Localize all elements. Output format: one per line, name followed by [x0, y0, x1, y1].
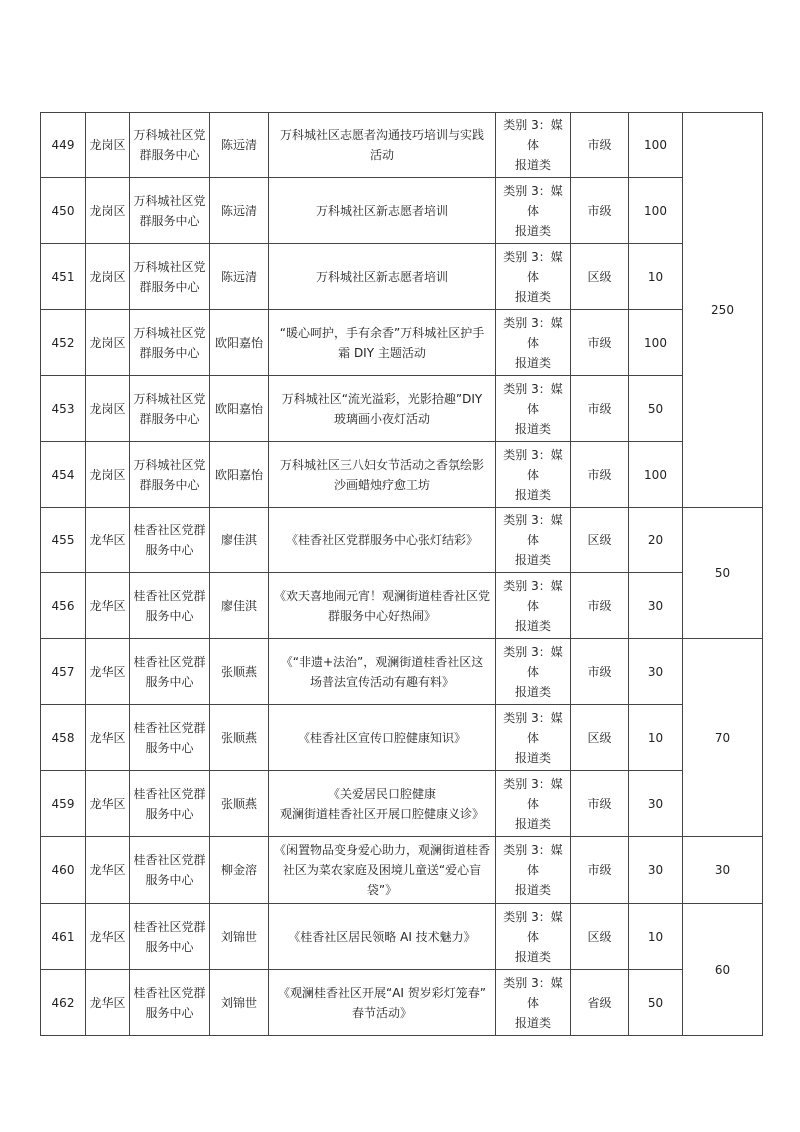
- score-cell: 30: [629, 771, 683, 837]
- person-cell: 欧阳嘉怡: [210, 310, 269, 376]
- row-number: 461: [41, 904, 86, 970]
- table-row: [41, 970, 763, 1036]
- topic-cell: 万科城社区志愿者沟通技巧培训与实践 活动: [269, 113, 496, 178]
- topic-cell: 《闲置物品变身爱心助力，观澜街道桂香 社区为菜农家庭及困境儿童送“爱心盲 袋”》: [269, 837, 496, 904]
- person-cell: 廖佳淇: [210, 573, 269, 639]
- score-cell: 100: [629, 442, 683, 508]
- level-cell: 省级: [571, 970, 629, 1036]
- person-cell: 刘锦世: [210, 970, 269, 1036]
- level-cell: 区级: [571, 705, 629, 771]
- table-row: [41, 113, 763, 178]
- row-number: 459: [41, 771, 86, 837]
- table-row: [41, 771, 763, 837]
- district-cell: 龙岗区: [86, 244, 130, 310]
- row-number: 455: [41, 508, 86, 573]
- district-cell: 龙岗区: [86, 178, 130, 244]
- row-number: 450: [41, 178, 86, 244]
- table-row: [41, 442, 763, 508]
- table-row: [41, 508, 763, 573]
- table-row: [41, 705, 763, 771]
- person-cell: 张顺燕: [210, 771, 269, 837]
- organization-cell: 万科城社区党 群服务中心: [130, 113, 210, 178]
- score-cell: 10: [629, 705, 683, 771]
- category-cell: 类别 3：媒体 报道类: [496, 639, 571, 705]
- level-cell: 市级: [571, 310, 629, 376]
- person-cell: 刘锦世: [210, 904, 269, 970]
- organization-cell: 万科城社区党 群服务中心: [130, 310, 210, 376]
- district-cell: 龙华区: [86, 837, 130, 904]
- score-cell: 30: [629, 639, 683, 705]
- awards-table: [40, 112, 763, 1036]
- person-cell: 陈远清: [210, 244, 269, 310]
- organization-cell: 万科城社区党 群服务中心: [130, 442, 210, 508]
- organization-cell: 桂香社区党群 服务中心: [130, 705, 210, 771]
- document-sheet: [40, 112, 763, 1036]
- topic-cell: 万科城社区三八妇女节活动之香氛绘影 沙画蜡烛疗愈工坊: [269, 442, 496, 508]
- row-number: 452: [41, 310, 86, 376]
- row-number: 456: [41, 573, 86, 639]
- organization-cell: 万科城社区党 群服务中心: [130, 244, 210, 310]
- level-cell: 区级: [571, 904, 629, 970]
- district-cell: 龙岗区: [86, 310, 130, 376]
- person-cell: 廖佳淇: [210, 508, 269, 573]
- person-cell: 张顺燕: [210, 639, 269, 705]
- category-cell: 类别 3：媒体 报道类: [496, 705, 571, 771]
- topic-cell: 万科城社区“流光溢彩，光影拾趣”DIY 玻璃画小夜灯活动: [269, 376, 496, 442]
- level-cell: 市级: [571, 573, 629, 639]
- topic-cell: 《观澜桂香社区开展“AI 贺岁彩灯笼春” 春节活动》: [269, 970, 496, 1036]
- topic-cell: 《桂香社区宣传口腔健康知识》: [269, 705, 496, 771]
- score-cell: 50: [629, 970, 683, 1036]
- topic-cell: 《桂香社区党群服务中心张灯结彩》: [269, 508, 496, 573]
- organization-cell: 桂香社区党群 服务中心: [130, 573, 210, 639]
- organization-cell: 桂香社区党群 服务中心: [130, 508, 210, 573]
- score-cell: 10: [629, 904, 683, 970]
- table-row: [41, 310, 763, 376]
- topic-cell: 《“非遗+法治”，观澜街道桂香社区这 场普法宣传活动有趣有料》: [269, 639, 496, 705]
- row-number: 453: [41, 376, 86, 442]
- topic-cell: 《桂香社区居民领略 AI 技术魅力》: [269, 904, 496, 970]
- group-total-cell: 250: [683, 113, 763, 508]
- group-total-cell: 50: [683, 508, 763, 639]
- person-cell: 陈远清: [210, 178, 269, 244]
- organization-cell: 万科城社区党 群服务中心: [130, 178, 210, 244]
- level-cell: 市级: [571, 376, 629, 442]
- topic-cell: 万科城社区新志愿者培训: [269, 244, 496, 310]
- category-cell: 类别 3：媒体 报道类: [496, 904, 571, 970]
- topic-cell: “暖心呵护，手有余香”万科城社区护手 霜 DIY 主题活动: [269, 310, 496, 376]
- category-cell: 类别 3：媒体 报道类: [496, 970, 571, 1036]
- level-cell: 市级: [571, 639, 629, 705]
- organization-cell: 桂香社区党群 服务中心: [130, 837, 210, 904]
- table-row: [41, 573, 763, 639]
- category-cell: 类别 3：媒体 报道类: [496, 244, 571, 310]
- district-cell: 龙岗区: [86, 442, 130, 508]
- level-cell: 市级: [571, 442, 629, 508]
- table-row: [41, 904, 763, 970]
- person-cell: 欧阳嘉怡: [210, 442, 269, 508]
- score-cell: 30: [629, 573, 683, 639]
- person-cell: 柳金溶: [210, 837, 269, 904]
- score-cell: 100: [629, 178, 683, 244]
- level-cell: 区级: [571, 508, 629, 573]
- score-cell: 100: [629, 310, 683, 376]
- district-cell: 龙华区: [86, 705, 130, 771]
- district-cell: 龙岗区: [86, 113, 130, 178]
- group-total-cell: 70: [683, 639, 763, 837]
- topic-cell: 万科城社区新志愿者培训: [269, 178, 496, 244]
- organization-cell: 桂香社区党群 服务中心: [130, 904, 210, 970]
- group-total-cell: 60: [683, 904, 763, 1036]
- district-cell: 龙华区: [86, 970, 130, 1036]
- table-row: [41, 244, 763, 310]
- group-total-cell: 30: [683, 837, 763, 904]
- person-cell: 欧阳嘉怡: [210, 376, 269, 442]
- row-number: 457: [41, 639, 86, 705]
- category-cell: 类别 3：媒体 报道类: [496, 310, 571, 376]
- category-cell: 类别 3：媒体 报道类: [496, 442, 571, 508]
- category-cell: 类别 3：媒体 报道类: [496, 508, 571, 573]
- score-cell: 50: [629, 376, 683, 442]
- category-cell: 类别 3：媒体 报道类: [496, 771, 571, 837]
- category-cell: 类别 3：媒体 报道类: [496, 837, 571, 904]
- score-cell: 30: [629, 837, 683, 904]
- score-cell: 20: [629, 508, 683, 573]
- district-cell: 龙华区: [86, 508, 130, 573]
- row-number: 460: [41, 837, 86, 904]
- row-number: 458: [41, 705, 86, 771]
- district-cell: 龙岗区: [86, 376, 130, 442]
- district-cell: 龙华区: [86, 639, 130, 705]
- level-cell: 市级: [571, 771, 629, 837]
- person-cell: 张顺燕: [210, 705, 269, 771]
- category-cell: 类别 3：媒体 报道类: [496, 113, 571, 178]
- organization-cell: 万科城社区党 群服务中心: [130, 376, 210, 442]
- table-row: [41, 837, 763, 904]
- row-number: 449: [41, 113, 86, 178]
- level-cell: 市级: [571, 837, 629, 904]
- person-cell: 陈远清: [210, 113, 269, 178]
- table-row: [41, 376, 763, 442]
- organization-cell: 桂香社区党群 服务中心: [130, 639, 210, 705]
- level-cell: 市级: [571, 113, 629, 178]
- topic-cell: 《欢天喜地闹元宵！观澜街道桂香社区党 群服务中心好热闹》: [269, 573, 496, 639]
- score-cell: 100: [629, 113, 683, 178]
- row-number: 454: [41, 442, 86, 508]
- category-cell: 类别 3：媒体 报道类: [496, 178, 571, 244]
- level-cell: 区级: [571, 244, 629, 310]
- topic-cell: 《关爱居民口腔健康 观澜街道桂香社区开展口腔健康义诊》: [269, 771, 496, 837]
- table-row: [41, 639, 763, 705]
- level-cell: 市级: [571, 178, 629, 244]
- row-number: 451: [41, 244, 86, 310]
- table-row: [41, 178, 763, 244]
- district-cell: 龙华区: [86, 904, 130, 970]
- row-number: 462: [41, 970, 86, 1036]
- organization-cell: 桂香社区党群 服务中心: [130, 970, 210, 1036]
- score-cell: 10: [629, 244, 683, 310]
- district-cell: 龙华区: [86, 771, 130, 837]
- district-cell: 龙华区: [86, 573, 130, 639]
- category-cell: 类别 3：媒体 报道类: [496, 376, 571, 442]
- category-cell: 类别 3：媒体 报道类: [496, 573, 571, 639]
- organization-cell: 桂香社区党群 服务中心: [130, 771, 210, 837]
